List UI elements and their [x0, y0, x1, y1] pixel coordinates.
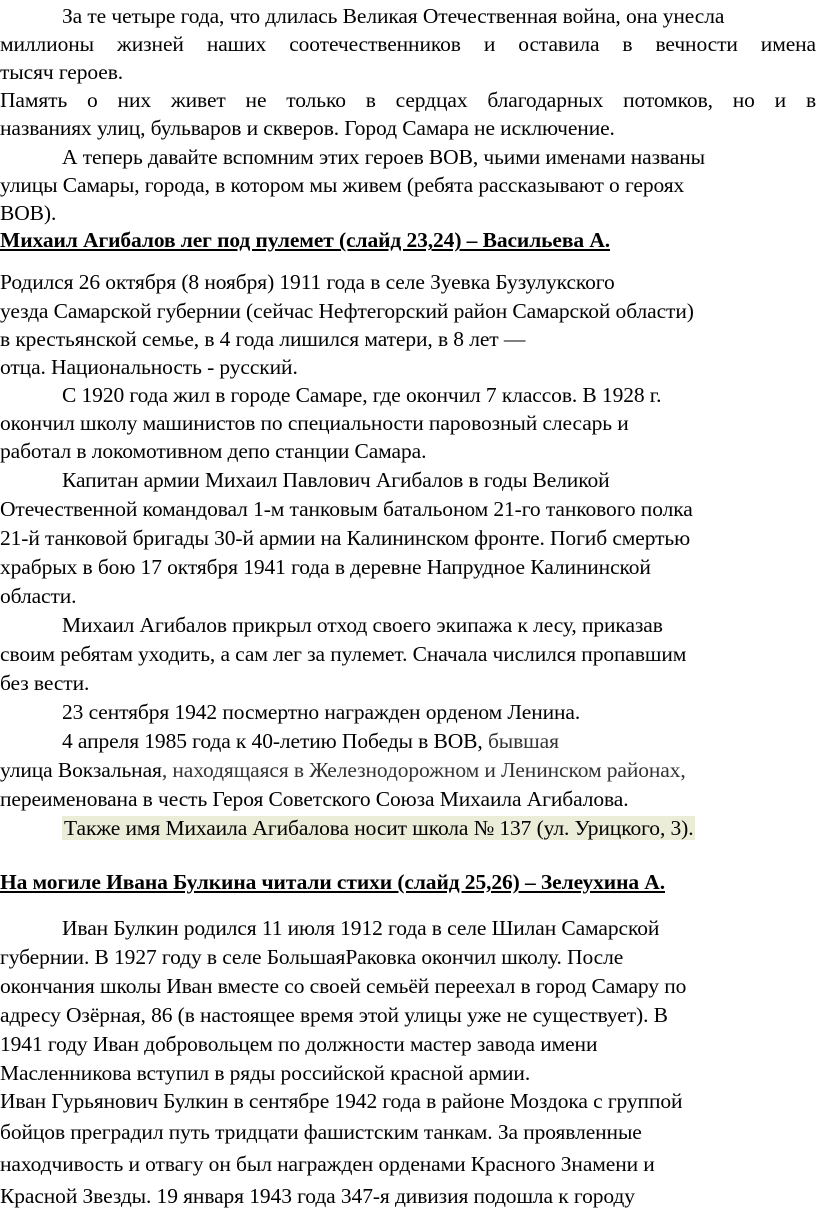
- s2-line-3: окончания школы Иван вместе со своей семьёй переехал в город Самару по: [0, 973, 687, 998]
- s1-line-18-street: улица Вокзальная: [0, 757, 162, 782]
- s1-line-17: [62, 725, 816, 757]
- s1-line-3: в крестьянской семье, в 4 года лишился матери, в 8 лет —: [0, 326, 526, 351]
- s1-line-6: окончил школу машинистов по специальности паровозный слесарь и: [0, 410, 629, 435]
- s1-line-7: работал в локомотивном депо станции Самара.: [0, 438, 427, 463]
- s1-line-14: своим ребятам уходить, а сам лег за пулемет. Сначала числился пропавшим: [0, 641, 687, 666]
- s1-highlight: Также имя Михаила Агибалова носит школа № 137 (ул. Урицкого, 3).: [64, 815, 694, 840]
- s2-line-4: адресу Озёрная, 86 (в настоящее время этой улицы уже не существует). В: [0, 1002, 668, 1027]
- intro-line-2: миллионы жизней наших соотечественников и оставила в вечности имена: [0, 32, 816, 57]
- s1-line-10: 21-й танковой бригады 30-й армии на Калининском фронте. Погиб смертью: [0, 525, 691, 550]
- s1-line-20: [62, 812, 816, 844]
- intro-line-4: Память о них живет не только в сердцах благодарных потомков, но и в: [0, 88, 816, 113]
- s1-line-8: Капитан армии Михаил Павлович Агибалов в годы Великой: [62, 467, 610, 492]
- s1-line-12: области.: [0, 583, 77, 608]
- s1-line-16: 23 сентября 1942 посмертно награжден орденом Ленина.: [62, 699, 581, 724]
- s1-line-1: Родился 26 октября (8 ноября) 1911 года в селе Зуевка Бузулукского: [0, 270, 615, 295]
- s2-line-5: 1941 году Иван добровольцем по должности мастер завода имени: [0, 1031, 598, 1056]
- s1-line-11: храбрых в бою 17 октября 1941 года в деревне Напрудное Калининской: [0, 554, 651, 579]
- s1-line-17-tail: бывшая: [482, 728, 559, 753]
- intro-line-7: улицы Самары, города, в котором мы живем (ребята рассказывают о героях: [0, 173, 685, 198]
- s2-line-10: Красной Звезды. 19 января 1943 года 347-я дивизия подошла к городу: [0, 1184, 635, 1208]
- s2-line-2: губернии. В 1927 году в селе БольшаяРаковка окончил школу. После: [0, 944, 624, 969]
- s2-line-8: бойцов преградил путь тридцати фашистским танкам. За проявленные: [0, 1120, 642, 1145]
- intro-line-1: За те четыре года, что длилась Великая Отечественная война, она унесла: [62, 4, 725, 28]
- s1-line-18-rest: , находящаяся в Железнодорожном и Ленинском районах,: [161, 757, 686, 782]
- s2-line-1: Иван Булкин родился 11 июля 1912 года в селе Шилан Самарской: [62, 915, 660, 940]
- section1-heading: Михаил Агибалов лег под пулемет (слайд 23,24) – Васильева А.: [0, 228, 611, 253]
- section2-heading: На могиле Ивана Булкина читали стихи (слайд 25,26) – Зелеухина А.: [0, 869, 665, 894]
- s1-line-19: переименована в честь Героя Советского Союза Михаила Агибалова.: [0, 786, 629, 811]
- s2-line-9: находчивость и отвагу он был награжден орденами Красного Знамени и: [0, 1152, 655, 1177]
- s2-line-7: Иван Гурьянович Булкин в сентябре 1942 года в районе Моздока с группой: [0, 1088, 683, 1113]
- s1-line-4: отца. Национальность - русский.: [0, 354, 298, 379]
- s2-line-6: Масленникова вступил в ряды российской красной армии.: [0, 1060, 531, 1085]
- intro-line-5: названиях улиц, бульваров и скверов. Город Самара не исключение.: [0, 116, 615, 141]
- intro-line-3: тысяч героев.: [0, 60, 124, 85]
- s1-line-18: [0, 754, 816, 786]
- s1-line-13: Михаил Агибалов прикрыл отход своего экипажа к лесу, приказав: [62, 612, 663, 637]
- s1-line-17-main: 4 апреля 1985 года к 40-летию Победы в ВОВ,: [62, 728, 483, 753]
- s1-line-5: С 1920 года жил в городе Самаре, где окончил 7 классов. В 1928 г.: [62, 382, 662, 407]
- intro-line-8: ВОВ).: [0, 201, 57, 226]
- intro-line-6: А теперь давайте вспомним этих героев ВОВ, чьими именами названы: [62, 145, 705, 170]
- s1-line-2: уезда Самарской губернии (сейчас Нефтегорский район Самарской области): [0, 298, 694, 323]
- s1-line-15: без вести.: [0, 670, 90, 695]
- s1-line-9: Отечественной командовал 1-м танковым батальоном 21-го танкового полка: [0, 496, 693, 521]
